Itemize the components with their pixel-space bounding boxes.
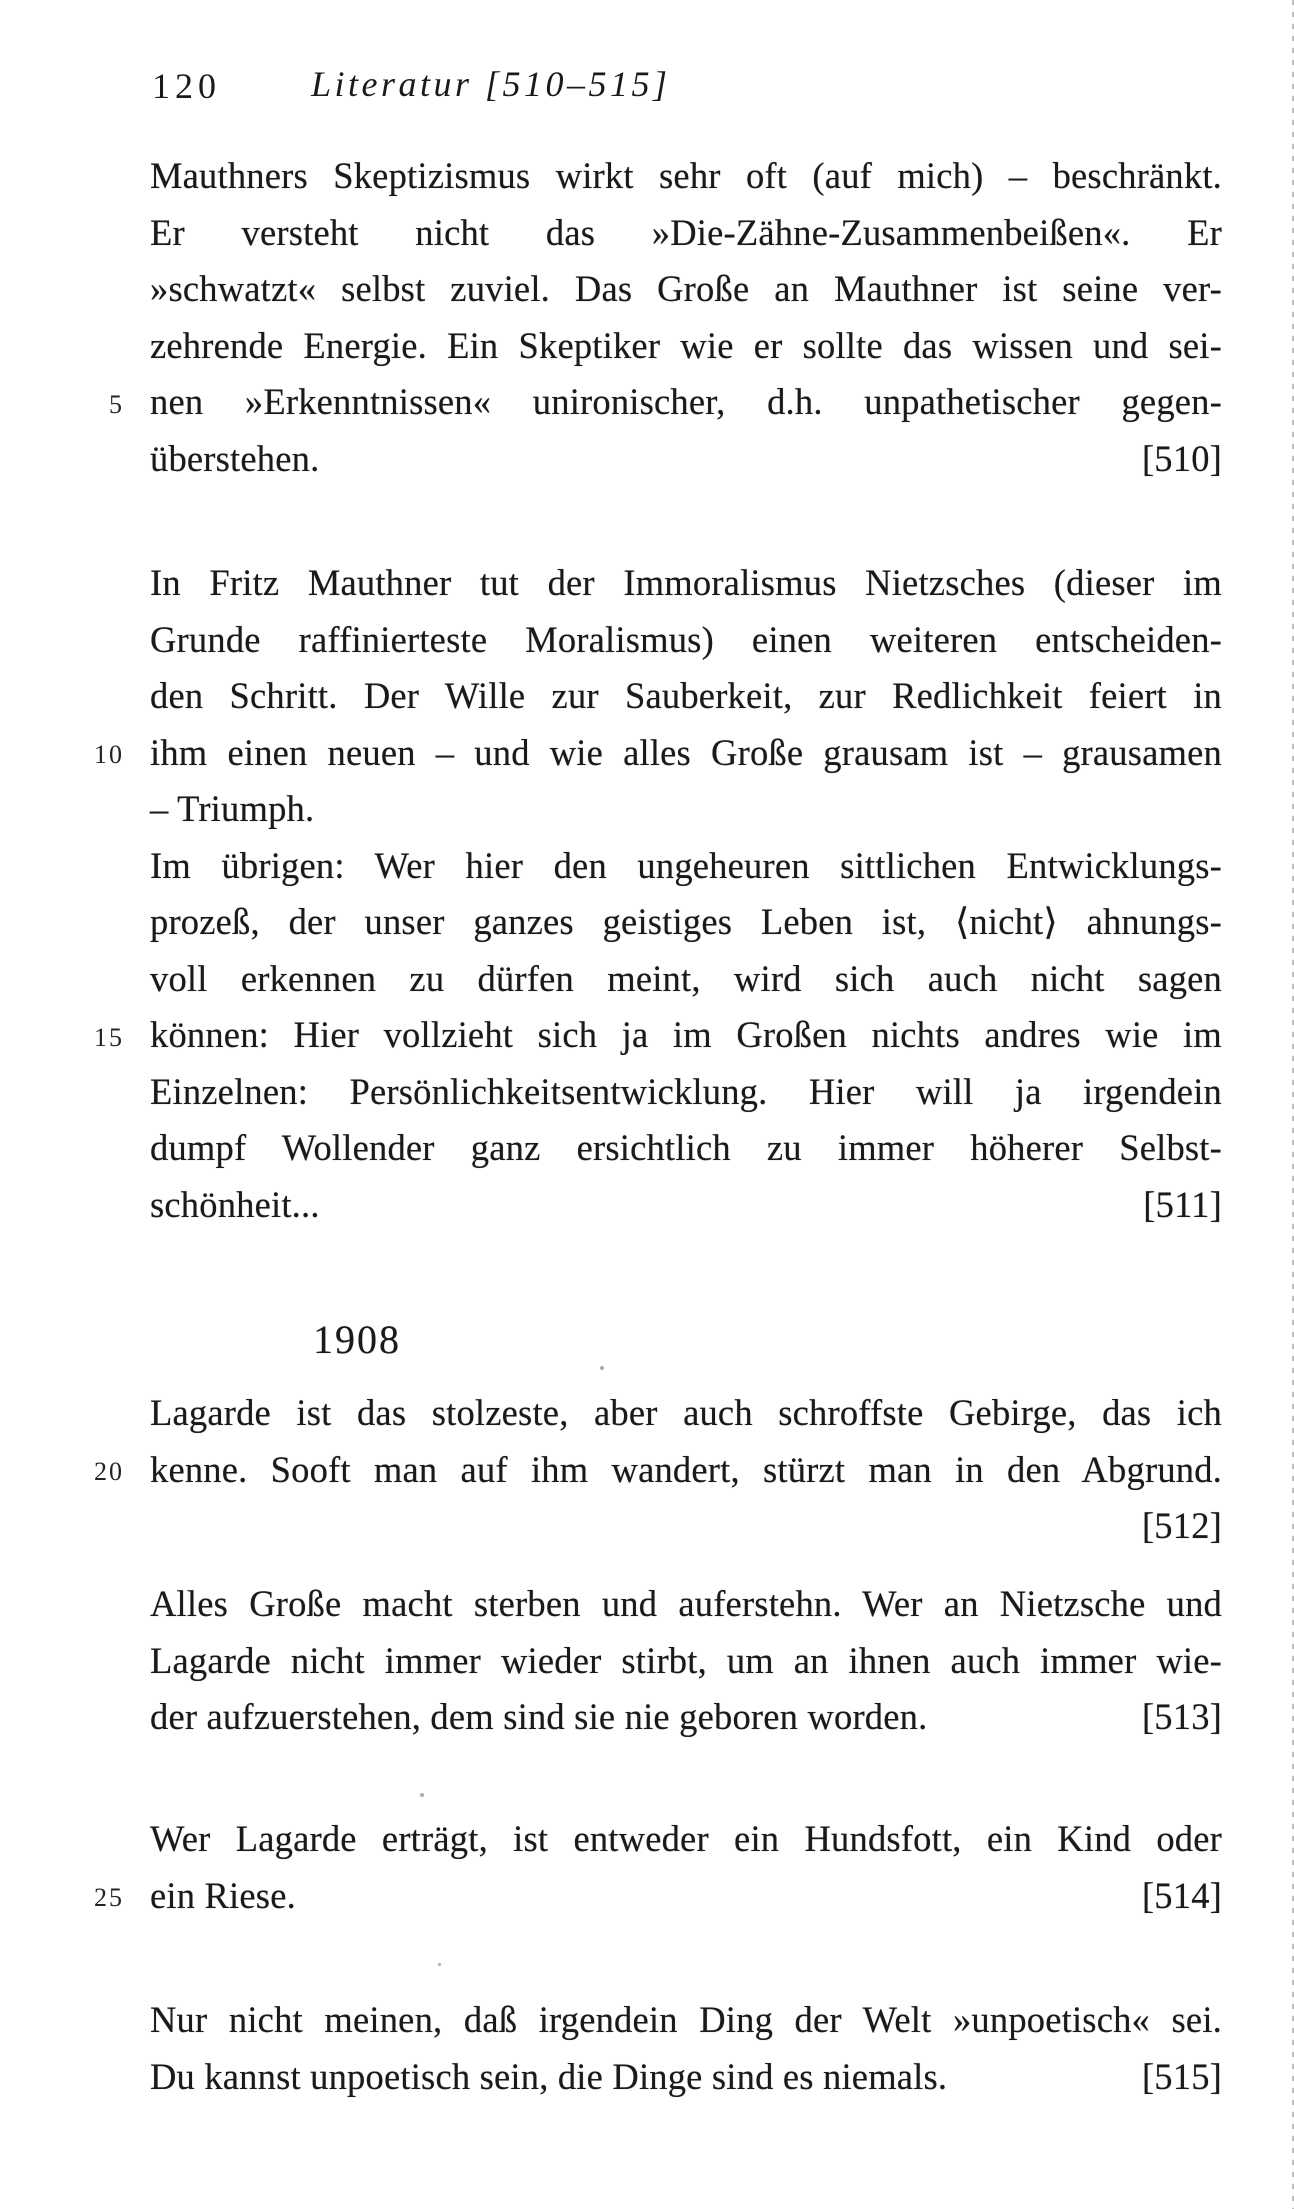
text-line-with-marker: [150, 1868, 1222, 1925]
text-line: den Schritt. Der Wille zur Sauberkeit, zur Redlichkeit feiert in: [150, 675, 1222, 716]
aphorism-number-marker: [515]: [1141, 2055, 1222, 2097]
year-heading: 1908: [313, 1317, 401, 1362]
text-line-with-marker: [150, 431, 1222, 488]
aphorism-513: [150, 1576, 1222, 1746]
text-line: Lagarde ist das stolzeste, aber auch schroffste Gebirge, das ich: [150, 1392, 1222, 1433]
aphorism-514: [150, 1811, 1222, 1924]
text-line-with-marker: [150, 2049, 1222, 2106]
aphorism-511: [150, 555, 1222, 1233]
text-line: Lagarde nicht immer wieder stirbt, um an ihnen auch immer wie-: [150, 1639, 1222, 1681]
text-line: Im übrigen: Wer hier den ungeheuren sittlichen Entwicklungs-: [150, 844, 1222, 886]
text-line: voll erkennen zu dürfen meint, wird sich auch nicht sagen: [150, 957, 1222, 999]
text-line: können: Hier vollzieht sich ja im Großen nichts andres wie im: [150, 1014, 1222, 1055]
text-line: – Triumph.: [150, 788, 315, 829]
aphorism-510: [150, 148, 1222, 487]
aphorism-515: [150, 1992, 1222, 2105]
text-line: ihm einen neuen – und wie alles Große grausam ist – grausamen: [150, 731, 1222, 773]
scan-speck: [600, 1366, 604, 1370]
text-line: In Fritz Mauthner tut der Immoralismus Nietzsches (dieser im: [150, 562, 1222, 603]
text-line: »schwatzt« selbst zuviel. Das Große an Mauthner ist seine ver-: [150, 268, 1222, 309]
text-line: Er versteht nicht das »Die-Zähne-Zusammenbeißen«. Er: [150, 211, 1222, 253]
margin-line-number-5: 5: [109, 390, 124, 419]
aphorism-number-marker: [511]: [1143, 1183, 1222, 1225]
text-line: Nur nicht meinen, daß irgendein Ding der Welt »unpoetisch« sei.: [150, 1999, 1222, 2040]
aphorism-number-marker: [512]: [1141, 1505, 1222, 1546]
aphorism-number-marker: [514]: [1141, 1874, 1222, 1916]
text-line: kenne. Sooft man auf ihm wandert, stürzt man in den Abgrund.: [150, 1448, 1222, 1490]
text-line: Mauthners Skeptizismus wirkt sehr oft (auf mich) – beschränkt.: [150, 155, 1222, 196]
page-number: 120: [152, 66, 221, 106]
text-line-end: schönheit...: [150, 1183, 320, 1225]
text-line-end: Du kannst unpoetisch sein, die Dinge sind es niemals.: [150, 2055, 948, 2097]
text-line-end: ein Riese.: [150, 1874, 296, 1916]
text-line: Einzelnen: Persönlichkeitsentwicklung. Hier will ja irgendein: [150, 1070, 1222, 1112]
aphorism-512: [150, 1385, 1222, 1555]
text-line: nen »Erkenntnissen« unironischer, d.h. unpathetischer gegen-: [150, 381, 1222, 422]
scan-speck: [420, 1793, 424, 1797]
marker-line: [150, 1498, 1222, 1555]
text-line-with-marker: [150, 1177, 1222, 1234]
text-line: Wer Lagarde erträgt, ist entweder ein Hundsfott, ein Kind oder: [150, 1818, 1222, 1859]
margin-line-number-20: 20: [94, 1457, 124, 1486]
text-line: prozeß, der unser ganzes geistiges Leben ist, ⟨nicht⟩ ahnungs-: [150, 901, 1222, 942]
text-line: Alles Große macht sterben und auferstehn. Wer an Nietzsche und: [150, 1583, 1222, 1624]
text-line-with-marker: [150, 1689, 1222, 1746]
margin-line-number-10: 10: [94, 740, 124, 769]
aphorism-number-marker: [510]: [1141, 437, 1222, 479]
text-line: zehrende Energie. Ein Skeptiker wie er sollte das wissen und sei-: [150, 324, 1222, 366]
aphorism-number-marker: [513]: [1141, 1696, 1222, 1737]
text-line-end: der aufzuerstehen, dem sind sie nie geboren worden.: [150, 1696, 928, 1737]
text-line: dumpf Wollender ganz ersichtlich zu immer höherer Selbst-: [150, 1127, 1222, 1168]
margin-line-number-25: 25: [94, 1883, 124, 1912]
margin-line-number-15: 15: [94, 1023, 124, 1052]
scan-speck: [438, 1963, 441, 1966]
running-title: Literatur [510–515]: [311, 64, 671, 104]
text-line: Grunde raffinierteste Moralismus) einen weiteren entscheiden-: [150, 618, 1222, 660]
text-line-end: überstehen.: [150, 437, 320, 479]
